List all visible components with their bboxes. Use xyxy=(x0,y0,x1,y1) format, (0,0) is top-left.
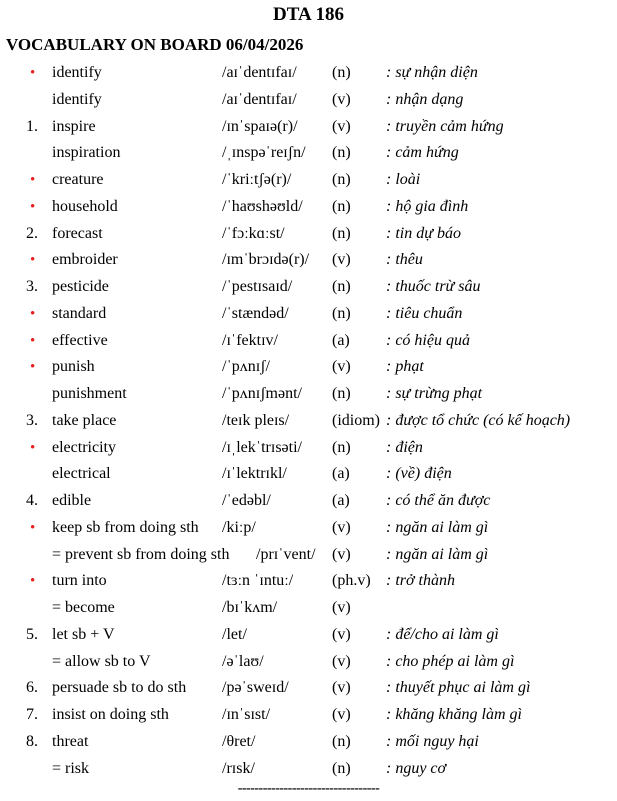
vocab-row xyxy=(0,381,617,407)
vocab-word: embroider xyxy=(52,251,118,269)
vocab-pos: (n) xyxy=(332,438,351,456)
vocab-word: inspiration xyxy=(52,144,121,162)
vocab-ipa: /əˈlaʊ/ xyxy=(222,652,264,670)
vocab-pos: (v) xyxy=(332,599,351,616)
vocab-pos: (a) xyxy=(332,331,350,349)
vocab-ipa: /ˈhaʊshəʊld/ xyxy=(222,197,303,215)
vocab-row xyxy=(0,221,617,247)
bullet-icon: • xyxy=(30,439,36,456)
vocab-meaning: : sự nhận diện xyxy=(386,64,478,81)
bullet-icon: • xyxy=(30,519,36,536)
item-number: 1. xyxy=(26,117,38,135)
vocab-row xyxy=(0,622,617,648)
item-number: 8. xyxy=(26,732,38,750)
bullet-icon: • xyxy=(30,359,36,376)
vocab-word: = allow sb to V xyxy=(52,652,151,670)
vocab-pos: (n) xyxy=(332,304,351,322)
vocab-word: keep sb from doing sth xyxy=(52,518,199,536)
vocab-word: threat xyxy=(52,732,89,750)
item-number: 7. xyxy=(26,706,38,723)
vocab-ipa: /ˈkriːtʃə(r)/ xyxy=(222,171,292,188)
vocab-word: edible xyxy=(52,492,92,509)
vocab-row xyxy=(0,568,617,594)
vocab-row xyxy=(0,488,617,514)
vocab-word: effective xyxy=(52,331,108,349)
vocab-row xyxy=(0,729,617,755)
vocab-pos: (v) xyxy=(332,251,351,269)
vocab-pos: (n) xyxy=(332,197,351,215)
vocab-pos: (v) xyxy=(332,90,351,108)
vocab-meaning: : có hiệu quả xyxy=(386,331,470,349)
item-number: 6. xyxy=(26,679,38,697)
vocab-word: creature xyxy=(52,171,104,188)
vocab-row xyxy=(0,542,617,568)
vocab-ipa: /θret/ xyxy=(222,732,256,750)
bullet-icon: • xyxy=(30,252,36,269)
vocab-word: forecast xyxy=(52,224,103,242)
vocab-ipa: /ɪnˈsɪst/ xyxy=(222,706,271,723)
vocab-word: turn into xyxy=(52,572,107,590)
vocab-pos: (a) xyxy=(332,492,350,509)
vocab-meaning: : phạt xyxy=(386,358,424,376)
vocab-meaning: : thuyết phục ai làm gì xyxy=(386,679,531,697)
vocab-word: insist on doing sth xyxy=(52,706,169,723)
vocab-row xyxy=(0,167,617,193)
vocab-meaning: : mối nguy hại xyxy=(386,732,479,750)
vocab-ipa: /pəˈsweɪd/ xyxy=(222,679,289,697)
footer-divider: ---------------------------------- xyxy=(237,781,380,796)
vocab-ipa: /ɪˌlekˈtrɪsəti/ xyxy=(222,438,302,456)
vocab-ipa: /aɪˈdentɪfaɪ/ xyxy=(222,64,297,81)
vocab-pos: (n) xyxy=(332,759,351,777)
vocab-meaning: : cảm hứng xyxy=(386,144,459,162)
vocab-word: pesticide xyxy=(52,278,109,295)
vocab-ipa: /kiːp/ xyxy=(222,518,256,536)
vocab-ipa: /ɪmˈbrɔɪdə(r)/ xyxy=(222,251,310,269)
vocab-meaning: : thuốc trừ sâu xyxy=(386,278,481,295)
vocabulary-heading: VOCABULARY ON BOARD 06/04/2026 xyxy=(6,35,304,54)
bullet-icon: • xyxy=(30,305,36,322)
item-number: 2. xyxy=(26,224,38,242)
vocab-word: = become xyxy=(52,599,115,616)
vocab-ipa: /ˈpʌnɪʃ/ xyxy=(222,358,270,376)
item-number: 3. xyxy=(26,411,38,429)
vocab-ipa: /ˈpʌnɪʃmənt/ xyxy=(222,385,302,402)
vocab-meaning: : hộ gia đình xyxy=(386,197,469,215)
vocab-pos: (n) xyxy=(332,64,351,81)
vocab-row xyxy=(0,702,617,728)
vocab-pos: (v) xyxy=(332,652,351,670)
vocab-word: standard xyxy=(52,304,107,322)
vocab-word: = prevent sb from doing sth xyxy=(52,545,230,563)
vocab-ipa: /prɪˈvent/ xyxy=(256,545,316,563)
vocab-row xyxy=(0,595,617,621)
vocab-row xyxy=(0,60,617,86)
vocab-meaning: : tiêu chuẩn xyxy=(386,304,463,322)
vocab-row xyxy=(0,87,617,113)
vocab-row xyxy=(0,328,617,354)
vocab-meaning: : khăng khăng làm gì xyxy=(386,706,522,723)
vocab-word: electrical xyxy=(52,465,111,483)
vocab-pos: (v) xyxy=(332,625,351,643)
vocab-row xyxy=(0,461,617,487)
vocab-ipa: /ˈstændəd/ xyxy=(222,304,289,322)
vocab-meaning: : nguy cơ xyxy=(386,759,447,777)
vocab-pos: (v) xyxy=(332,117,351,135)
vocab-ipa: /ˈedəbl/ xyxy=(222,492,271,509)
vocab-pos: (ph.v) xyxy=(332,572,371,590)
vocab-row xyxy=(0,274,617,300)
vocab-meaning: : thêu xyxy=(386,251,423,269)
vocab-meaning: : sự trừng phạt xyxy=(386,385,483,402)
vocab-ipa: /aɪˈdentɪfaɪ/ xyxy=(222,90,297,108)
vocab-word: persuade sb to do sth xyxy=(52,679,187,697)
vocab-row xyxy=(0,515,617,541)
vocab-pos: (v) xyxy=(332,518,351,536)
vocab-word: punish xyxy=(52,358,95,376)
vocab-word: household xyxy=(52,197,118,215)
vocab-meaning: : để/cho ai làm gì xyxy=(386,625,499,643)
vocab-meaning: : (về) điện xyxy=(386,465,452,483)
vocab-pos: (n) xyxy=(332,385,351,402)
vocab-pos: (n) xyxy=(332,144,351,162)
bullet-icon: • xyxy=(30,198,36,215)
vocab-pos: (v) xyxy=(332,706,351,723)
vocab-row xyxy=(0,408,617,434)
vocab-pos: (idiom) xyxy=(332,411,380,429)
vocab-pos: (v) xyxy=(332,679,351,697)
vocab-pos: (n) xyxy=(332,732,351,750)
vocab-meaning: : cho phép ai làm gì xyxy=(386,652,515,670)
vocab-row xyxy=(0,435,617,461)
vocab-pos: (n) xyxy=(332,278,351,295)
vocab-word: identify xyxy=(52,90,102,108)
vocab-pos: (n) xyxy=(332,224,351,242)
vocab-word: punishment xyxy=(52,385,127,402)
item-number: 5. xyxy=(26,625,38,643)
vocab-pos: (v) xyxy=(332,358,351,376)
vocab-word: inspire xyxy=(52,117,96,135)
vocab-meaning: : điện xyxy=(386,438,423,456)
vocab-ipa: /ˌɪnspəˈreɪʃn/ xyxy=(222,144,306,162)
bullet-icon: • xyxy=(30,573,36,590)
item-number: 3. xyxy=(26,278,38,295)
vocab-meaning: : có thể ăn được xyxy=(386,492,491,509)
vocab-pos: (a) xyxy=(332,465,350,483)
vocab-word: = risk xyxy=(52,759,90,777)
vocab-ipa: /ɪˈfektɪv/ xyxy=(222,331,278,349)
vocab-pos: (n) xyxy=(332,171,351,188)
vocab-word: take place xyxy=(52,411,117,429)
vocab-meaning: : loài xyxy=(386,171,421,188)
vocab-ipa: /rɪsk/ xyxy=(222,759,255,777)
vocab-ipa: /ɪnˈspaɪə(r)/ xyxy=(222,117,298,135)
vocab-row xyxy=(0,756,617,782)
vocab-ipa: /teɪk pleɪs/ xyxy=(222,411,290,429)
vocab-word: let sb + V xyxy=(52,625,115,643)
vocab-ipa: /ɪˈlektrɪkl/ xyxy=(222,465,287,483)
vocab-ipa: /ˈfɔːkɑːst/ xyxy=(222,224,285,242)
vocab-row xyxy=(0,247,617,273)
vocab-word: identify xyxy=(52,64,102,81)
vocab-meaning: : nhận dạng xyxy=(386,90,464,108)
vocab-row xyxy=(0,301,617,327)
vocab-ipa: /tɜːn ˈɪntuː/ xyxy=(222,572,294,590)
vocab-meaning: : trở thành xyxy=(386,572,455,590)
vocab-meaning: : ngăn ai làm gì xyxy=(386,545,489,563)
bullet-icon: • xyxy=(30,172,36,188)
vocab-row xyxy=(0,675,617,701)
bullet-icon: • xyxy=(30,332,36,349)
vocab-row xyxy=(0,114,617,140)
vocab-ipa: /bɪˈkʌm/ xyxy=(222,599,278,616)
item-number: 4. xyxy=(26,492,38,509)
vocab-meaning: : được tổ chức (có kế hoạch) xyxy=(386,411,571,429)
vocab-row xyxy=(0,354,617,380)
vocab-row xyxy=(0,194,617,220)
document-title: DTA 186 xyxy=(273,4,344,25)
vocab-row xyxy=(0,140,617,166)
vocab-pos: (v) xyxy=(332,545,351,563)
vocab-meaning: : ngăn ai làm gì xyxy=(386,518,489,536)
vocab-ipa: /let/ xyxy=(222,625,247,643)
vocab-meaning: : tin dự báo xyxy=(386,224,461,242)
vocab-meaning: : truyền cảm hứng xyxy=(386,117,504,135)
vocab-word: electricity xyxy=(52,438,116,456)
bullet-icon: • xyxy=(30,65,36,81)
vocab-row xyxy=(0,649,617,675)
vocab-ipa: /ˈpestɪsaɪd/ xyxy=(222,278,293,295)
